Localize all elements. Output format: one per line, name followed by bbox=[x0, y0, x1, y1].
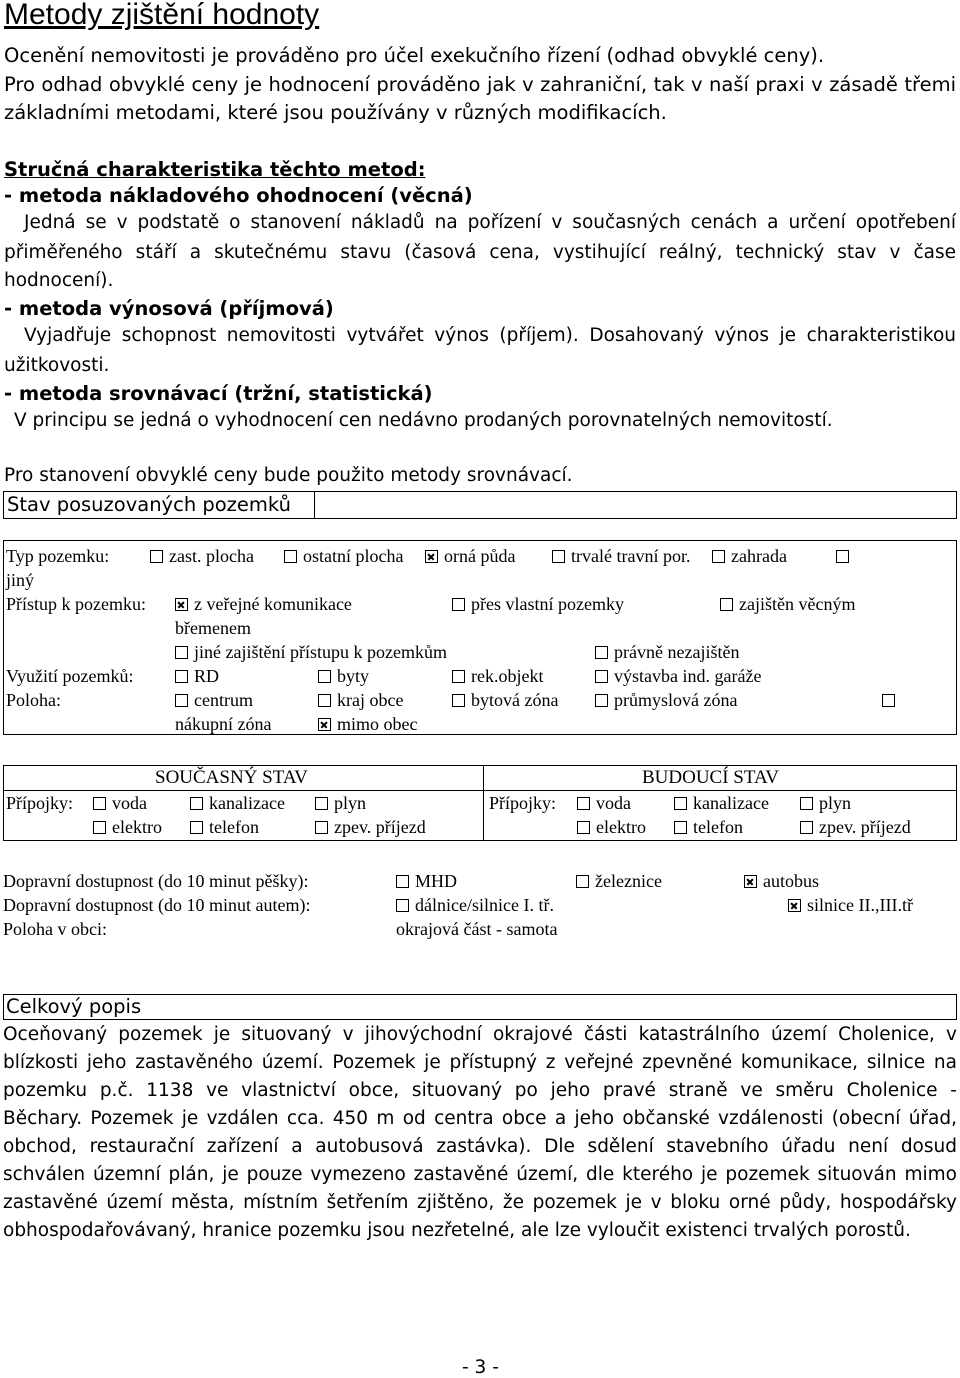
method-1-title: - metoda nákladového ohodnocení (věcná) bbox=[4, 184, 473, 207]
poloha-option-nakupni-label: nákupní zóna bbox=[175, 714, 272, 734]
typ-option-jiny-label: jiný bbox=[6, 570, 35, 590]
celkovy-line-6: schválen územní plán, je pouze vymezeno zastavěné území, dle kterého je pozemek situován mimo bbox=[3, 1164, 957, 1185]
checkbox-icon bbox=[93, 821, 106, 834]
checked-checkbox-icon bbox=[425, 550, 438, 563]
checkbox-icon bbox=[577, 821, 590, 834]
pristup-option-nezajisten[interactable]: právně nezajištěn bbox=[595, 642, 739, 663]
soucasny-elektro[interactable]: elektro bbox=[93, 817, 162, 838]
celkovy-line-5: obchod, restaurační zařízení a autobusová zastávka). Dle sdělení stavebního úřadu není dosud bbox=[3, 1136, 957, 1157]
checkbox-icon bbox=[175, 646, 188, 659]
poloha-option-bytova[interactable]: bytová zóna bbox=[452, 690, 558, 711]
checkbox-icon bbox=[800, 821, 813, 834]
celkovy-line-7: zastavěné území města, místním šetřením zjištěno, že pozemek je v bloku orné půdy, hospodářsky bbox=[3, 1192, 957, 1213]
budouci-heading: BUDOUCÍ STAV bbox=[642, 767, 779, 788]
budouci-kanalizace[interactable]: kanalizace bbox=[674, 793, 769, 814]
intro-line-1: Ocenění nemovitosti je prováděno pro účel exekučního řízení (odhad obvyklé ceny). bbox=[4, 44, 825, 67]
checkbox-icon bbox=[284, 550, 297, 563]
vyuziti-option-byty[interactable]: byty bbox=[318, 666, 369, 687]
checkbox-icon bbox=[315, 797, 328, 810]
typ-option-orna[interactable]: orná půda bbox=[425, 546, 515, 567]
typ-option-jiny-box[interactable] bbox=[836, 546, 855, 567]
poloha-v-obci-label: Poloha v obci: bbox=[3, 919, 107, 939]
method-1-line-1: Jedná se v podstatě o stanovení nákladů na pořízení v současných cenách a určení opotřebení bbox=[24, 212, 956, 233]
checkbox-icon bbox=[712, 550, 725, 563]
pristup-option-verejne[interactable]: z veřejné komunikace bbox=[175, 594, 352, 615]
checkbox-icon bbox=[595, 646, 608, 659]
page-number: - 3 - bbox=[462, 1357, 499, 1378]
checkbox-icon bbox=[595, 694, 608, 707]
poloha-option-kraj[interactable]: kraj obce bbox=[318, 690, 403, 711]
checkbox-icon bbox=[452, 694, 465, 707]
budouci-zpev[interactable]: zpev. příjezd bbox=[800, 817, 911, 838]
budouci-telefon[interactable]: telefon bbox=[674, 817, 743, 838]
celkovy-line-1: Oceňovaný pozemek je situovaný v jihovýchodní okrajové části katastrálního území Cholenice, v bbox=[3, 1024, 957, 1045]
checkbox-icon bbox=[318, 670, 331, 683]
pristup-option-bremeno-cont: břemenem bbox=[175, 618, 251, 638]
method-2-line-2: užitkovosti. bbox=[4, 355, 110, 376]
method-2-title: - metoda výnosová (příjmová) bbox=[4, 297, 334, 320]
budouci-elektro[interactable]: elektro bbox=[577, 817, 646, 838]
celkovy-line-2: blízkosti jeho zastavěného území. Pozemek je přístupný z veřejné zpevněné komunikace, silnice na bbox=[3, 1052, 957, 1073]
checked-checkbox-icon bbox=[788, 899, 801, 912]
method-1-line-2: přiměřeného stáří a skutečnému stavu (časová cena, vystihující reálný, technický stav v čase bbox=[4, 242, 956, 263]
checkbox-icon bbox=[452, 670, 465, 683]
checkbox-icon bbox=[720, 598, 733, 611]
checkbox-icon bbox=[552, 550, 565, 563]
pristup-option-jine[interactable]: jiné zajištění přístupu k pozemkům bbox=[175, 642, 447, 663]
checkbox-icon bbox=[175, 694, 188, 707]
checkbox-icon bbox=[674, 821, 687, 834]
vyuziti-label: Využití pozemků: bbox=[6, 666, 134, 686]
doprava-silnice2[interactable]: silnice II.,III.tř bbox=[788, 895, 913, 916]
celkovy-heading: Celkový popis bbox=[6, 995, 142, 1018]
celkovy-line-8: obhospodařovávaný, hranice pozemku jsou nezřetelné, ale lze vyloučit existenci trvalých porostů. bbox=[3, 1220, 911, 1241]
vyuziti-option-garaze[interactable]: výstavba ind. garáže bbox=[595, 666, 761, 687]
typ-option-ostatni[interactable]: ostatní plocha bbox=[284, 546, 403, 567]
checkbox-icon bbox=[93, 797, 106, 810]
checkbox-icon bbox=[315, 821, 328, 834]
pristup-label: Přístup k pozemku: bbox=[6, 594, 146, 614]
checkbox-icon bbox=[175, 670, 188, 683]
checkbox-icon bbox=[190, 797, 203, 810]
checkbox-icon bbox=[836, 550, 849, 563]
soucasny-telefon[interactable]: telefon bbox=[190, 817, 259, 838]
method-3-line-1: V principu se jedná o vyhodnocení cen nedávno prodaných porovnatelných nemovitostí. bbox=[14, 410, 833, 431]
poloha-option-mimo[interactable]: mimo obec bbox=[318, 714, 417, 735]
checkbox-icon bbox=[396, 875, 409, 888]
checked-checkbox-icon bbox=[318, 718, 331, 731]
soucasny-plyn[interactable]: plyn bbox=[315, 793, 366, 814]
soucasny-pripojky-label: Přípojky: bbox=[6, 793, 74, 813]
pristup-option-bremeno[interactable]: zajištěn věcným bbox=[720, 594, 855, 615]
soucasny-voda[interactable]: voda bbox=[93, 793, 147, 814]
checkbox-icon bbox=[318, 694, 331, 707]
checkbox-icon bbox=[396, 899, 409, 912]
method-1-line-3: hodnocení). bbox=[4, 270, 114, 291]
soucasny-heading: SOUČASNÝ STAV bbox=[155, 767, 308, 788]
budouci-plyn[interactable]: plyn bbox=[800, 793, 851, 814]
poloha-option-nakupni-box[interactable] bbox=[882, 690, 901, 711]
checkbox-icon bbox=[674, 797, 687, 810]
soucasny-zpev[interactable]: zpev. příjezd bbox=[315, 817, 426, 838]
budouci-pripojky-label: Přípojky: bbox=[489, 793, 557, 813]
doprava-dalnice[interactable]: dálnice/silnice I. tř. bbox=[396, 895, 554, 916]
checkbox-icon bbox=[190, 821, 203, 834]
checked-checkbox-icon bbox=[744, 875, 757, 888]
checkbox-icon bbox=[882, 694, 895, 707]
poloha-label: Poloha: bbox=[6, 690, 62, 710]
budouci-voda[interactable]: voda bbox=[577, 793, 631, 814]
typ-option-zahrada[interactable]: zahrada bbox=[712, 546, 787, 567]
doprava-pesky-label: Dopravní dostupnost (do 10 minut pěšky): bbox=[3, 871, 309, 891]
vyuziti-option-rek[interactable]: rek.objekt bbox=[452, 666, 543, 687]
typ-option-ttp[interactable]: trvalé travní por. bbox=[552, 546, 690, 567]
method-2-line-1: Vyjadřuje schopnost nemovitosti vytvářet výnos (příjem). Dosahovaný výnos je charakteristikou bbox=[24, 325, 956, 346]
poloha-v-obci-value: okrajová část - samota bbox=[396, 919, 558, 939]
doprava-mhd[interactable]: MHD bbox=[396, 871, 457, 892]
checkbox-icon bbox=[800, 797, 813, 810]
typ-label: Typ pozemku: bbox=[6, 546, 110, 566]
celkovy-line-4: Běchary. Pozemek je vzdálen cca. 450 m od centra obce a jeho občanské vzdálenosti (obecní úřad, bbox=[3, 1108, 957, 1129]
method-3-title: - metoda srovnávací (tržní, statistická) bbox=[4, 382, 433, 405]
pristup-option-vlastni[interactable]: přes vlastní pozemky bbox=[452, 594, 624, 615]
intro-line-3: základními metodami, které jsou používány v různých modifikacích. bbox=[4, 101, 667, 124]
page-title: Metody zjištění hodnoty bbox=[4, 0, 320, 31]
poloha-option-prumyslova[interactable]: průmyslová zóna bbox=[595, 690, 737, 711]
checkbox-icon bbox=[595, 670, 608, 683]
celkovy-line-3: pozemku p.č. 1138 ve vlastnictví obce, situovaný po jeho pravé straně ve směru Cholenice - bbox=[3, 1080, 957, 1101]
soucasny-kanalizace[interactable]: kanalizace bbox=[190, 793, 285, 814]
typ-option-zast[interactable]: zast. plocha bbox=[150, 546, 254, 567]
intro-line-2: Pro odhad obvyklé ceny je hodnocení prováděno jak v zahraniční, tak v naší praxi v zásadě třemi bbox=[4, 73, 956, 96]
checked-checkbox-icon bbox=[175, 598, 188, 611]
poloha-option-centrum[interactable]: centrum bbox=[175, 690, 253, 711]
checkbox-icon bbox=[452, 598, 465, 611]
doprava-zeleznice[interactable]: železnice bbox=[576, 871, 662, 892]
checkbox-icon bbox=[577, 797, 590, 810]
doprava-autem-label: Dopravní dostupnost (do 10 minut autem): bbox=[3, 895, 311, 915]
vyuziti-option-rd[interactable]: RD bbox=[175, 666, 219, 687]
checkbox-icon bbox=[576, 875, 589, 888]
checkbox-icon bbox=[150, 550, 163, 563]
celkovy-header-frame bbox=[3, 994, 957, 1020]
doprava-autobus[interactable]: autobus bbox=[744, 871, 819, 892]
methods-heading: Stručná charakteristika těchto metod: bbox=[4, 158, 426, 181]
stav-heading: Stav posuzovaných pozemků bbox=[7, 493, 291, 516]
conclusion: Pro stanovení obvyklé ceny bude použito metody srovnávací. bbox=[4, 465, 573, 486]
